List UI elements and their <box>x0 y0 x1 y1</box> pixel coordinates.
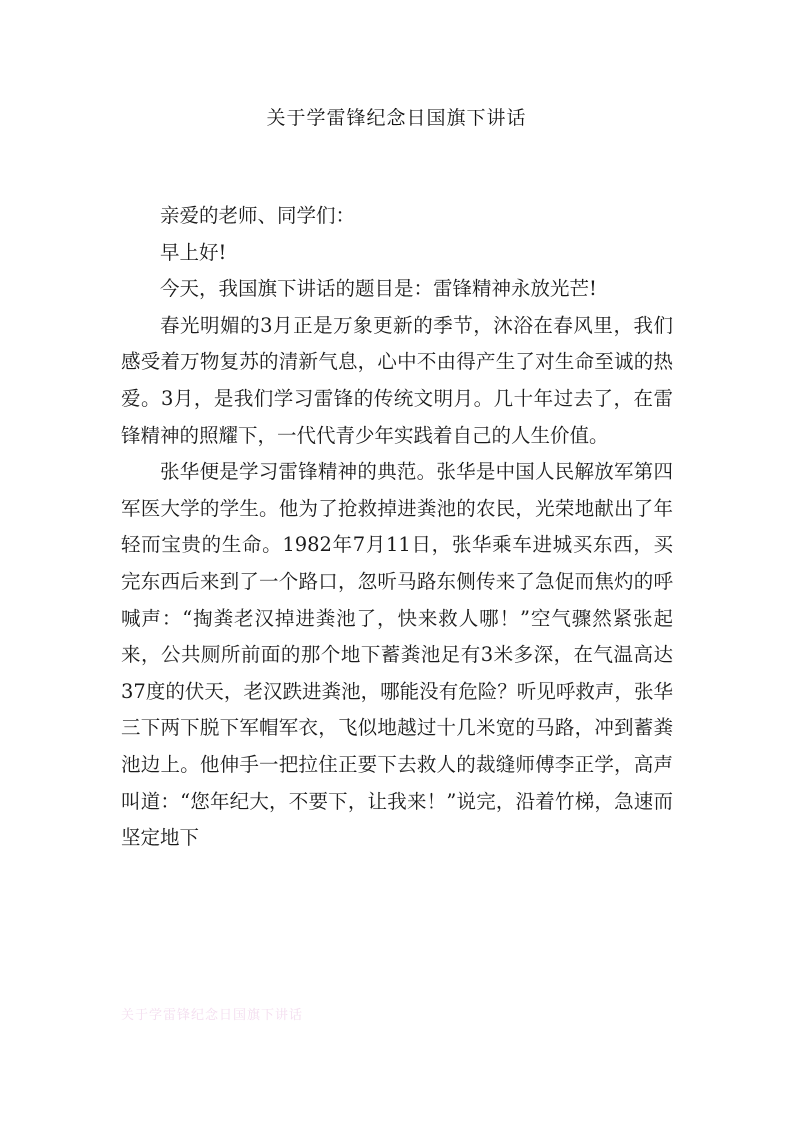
document-body <box>121 198 673 857</box>
greeting-paragraph: 早上好! <box>160 240 227 264</box>
topic-paragraph: 今天，我国旗下讲话的题目是：雷锋精神永放光芒! <box>160 277 597 301</box>
body-paragraph: 春光明媚的3月正是万象更新的季节，沐浴在春风里，我们感受着万物复苏的清新气息，心中不由得产生了对生命至诚的热爱。3月，是我们学习雷锋的传统文明月。几十年过去了，在雷锋精神的照耀下，一代代青少年实践着自己的人生价值。 <box>121 313 673 447</box>
body-paragraph: 张华便是学习雷锋精神的典范。张华是中国人民解放军第四军医大学的学生。他为了抢救掉进粪池的农民，光荣地献出了年轻而宝贵的生命。1982年7月11日，张华乘车进城买东西，买完东西后来到了一个路口，忽听马路东侧传来了急促而焦灼的呼喊声：“掏粪老汉掉进粪池了，快来救人哪！”空气骤然紧张起来，公共厕所前面的那个地下蓄粪池足有3米多深，在气温高达37度的伏天，老汉跌进粪池，哪能没有危险？听见呼救声，张华三下两下脱下军帽军衣，飞似地越过十几米宽的马路，冲到蓄粪池边上。他伸手一把拉住正要下去救人的裁缝师傅李正学，高声叫道：“您年纪大，不要下，让我来！”说完，沿着竹梯，急速而坚定地下 <box>121 460 673 850</box>
salutation-paragraph: 亲爱的老师、同学们： <box>160 204 356 227</box>
document-title: 关于学雷锋纪念日国旗下讲话 <box>266 107 527 129</box>
watermark-text: 关于学雷锋纪念日国旗下讲话 <box>121 1008 304 1023</box>
